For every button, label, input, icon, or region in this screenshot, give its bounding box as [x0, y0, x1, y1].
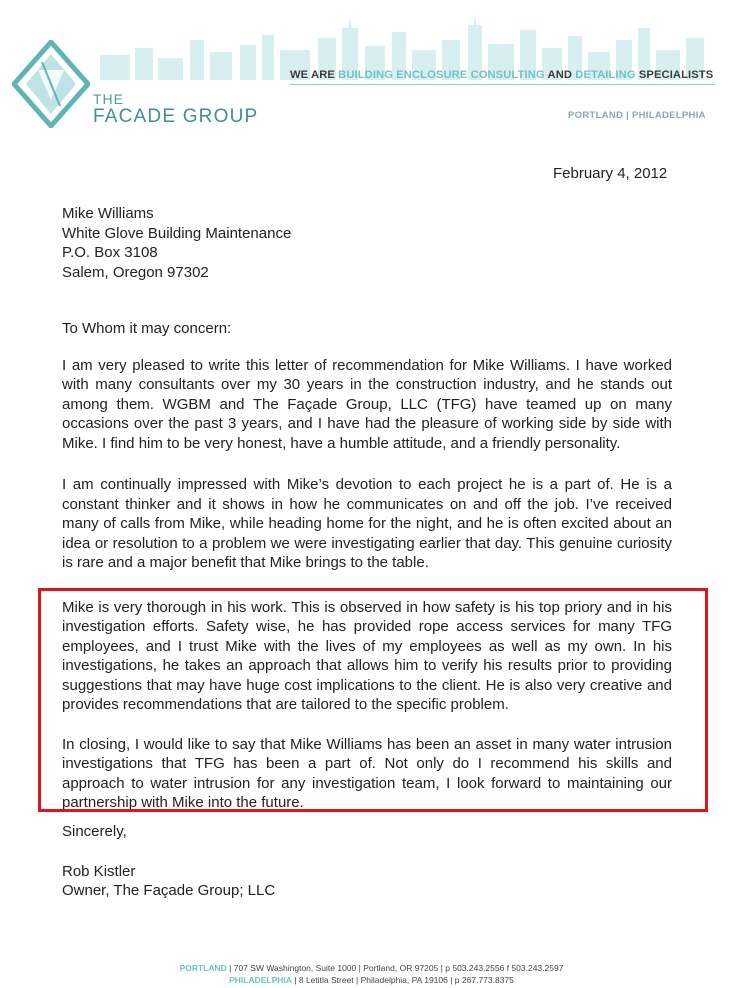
recipient-name: Mike Williams [62, 205, 154, 222]
closing-text: Sincerely, [62, 823, 127, 840]
recipient-address [62, 204, 291, 282]
logo-company-name: FACADE GROUP [93, 106, 259, 127]
paragraph-closing: In closing, I would like to say that Mike Williams has been an asset in many water intrusion investigations that TFG has been a part of. Not only do I recommend his skills and approach to water intrusion for any investigation team, I look forward to maintaining our partnership with Mike into the future. [62, 735, 672, 811]
logo-the-text: THE [93, 91, 124, 107]
recipient-city-state-zip: Salem, Oregon 97302 [62, 263, 209, 281]
signer-title: Owner, The Façade Group; LLC [62, 882, 276, 899]
tagline-accent: BUILDING ENCLOSURE CONSULTING [338, 69, 545, 81]
paragraph-intro: I am very pleased to write this letter of recommendation for Mike Williams. I have worked with many consultants over my 30 years in the construction industry, and he stands out among them. WGBM and The Façade Group, LLC (TFG) have teamed up on many occasions over the past 3 years, and I have had the pleasure of working side by side with Mike. I find him to be very honest, have a humble attitude, and a friendly personality. [62, 356, 672, 452]
letterhead-tagline [290, 69, 713, 81]
footer-philadelphia-address: | 8 Letitia Street | Philadelphia, PA 19106 | p 267.773.8375 [291, 975, 514, 985]
footer-portland [0, 962, 743, 974]
footer-portland-city: PORTLAND [179, 963, 227, 973]
tagline-divider [290, 84, 715, 85]
recipient-company: White Glove Building Maintenance [62, 224, 292, 242]
paragraph-thoroughness: Mike is very thorough in his work. This is observed in how safety is his top priory and in his investigation efforts. Safety wise, he has provided rope access services for many TFG employees, and I trust Mike with the lives of my employees as well as my own. In his investigations, he takes an approach that allows him to verify his results prior to providing suggestions that may have huge cost implications to the client. He is also very creative and provides recommendations that are tailored to the specific problem. [62, 598, 672, 713]
signer-name: Rob Kistler [62, 862, 136, 880]
tagline-accent-2: DETAILING [575, 69, 636, 81]
tagline-prefix: WE ARE [290, 69, 339, 81]
letter-closing [62, 822, 275, 901]
tagline-suffix: SPECIALISTS [635, 69, 714, 81]
letter-date: February 4, 2012 [553, 165, 668, 182]
paragraph-devotion: I am continually impressed with Mike’s devotion to each project he is a part of. He is a constant thinker and it shows in how he communicates on and off the job. I’ve received many of calls from Mike, while heading home for the night, and he is often excited about an idea or resolution to a problem we were investigating earlier that day. This genuine curiosity is rare and a major benefit that Mike brings to the table. [62, 476, 672, 571]
salutation: To Whom it may concern: [62, 320, 232, 337]
facade-group-logo-icon [12, 40, 90, 128]
office-locations: PORTLAND | PHILADELPHIA [568, 110, 706, 121]
highlight-annotation-box [38, 588, 708, 812]
tagline-mid: AND [544, 69, 576, 81]
letterhead-footer [0, 962, 743, 986]
recipient-po-box: P.O. Box 3108 [62, 244, 158, 261]
footer-philadelphia [0, 974, 743, 986]
footer-portland-address: | 707 SW Washington, Suite 1000 | Portland, OR 97205 | p 503.243.2556 f 503.243.2597 [226, 963, 564, 973]
footer-philadelphia-city: PHILADELPHIA [229, 975, 292, 985]
